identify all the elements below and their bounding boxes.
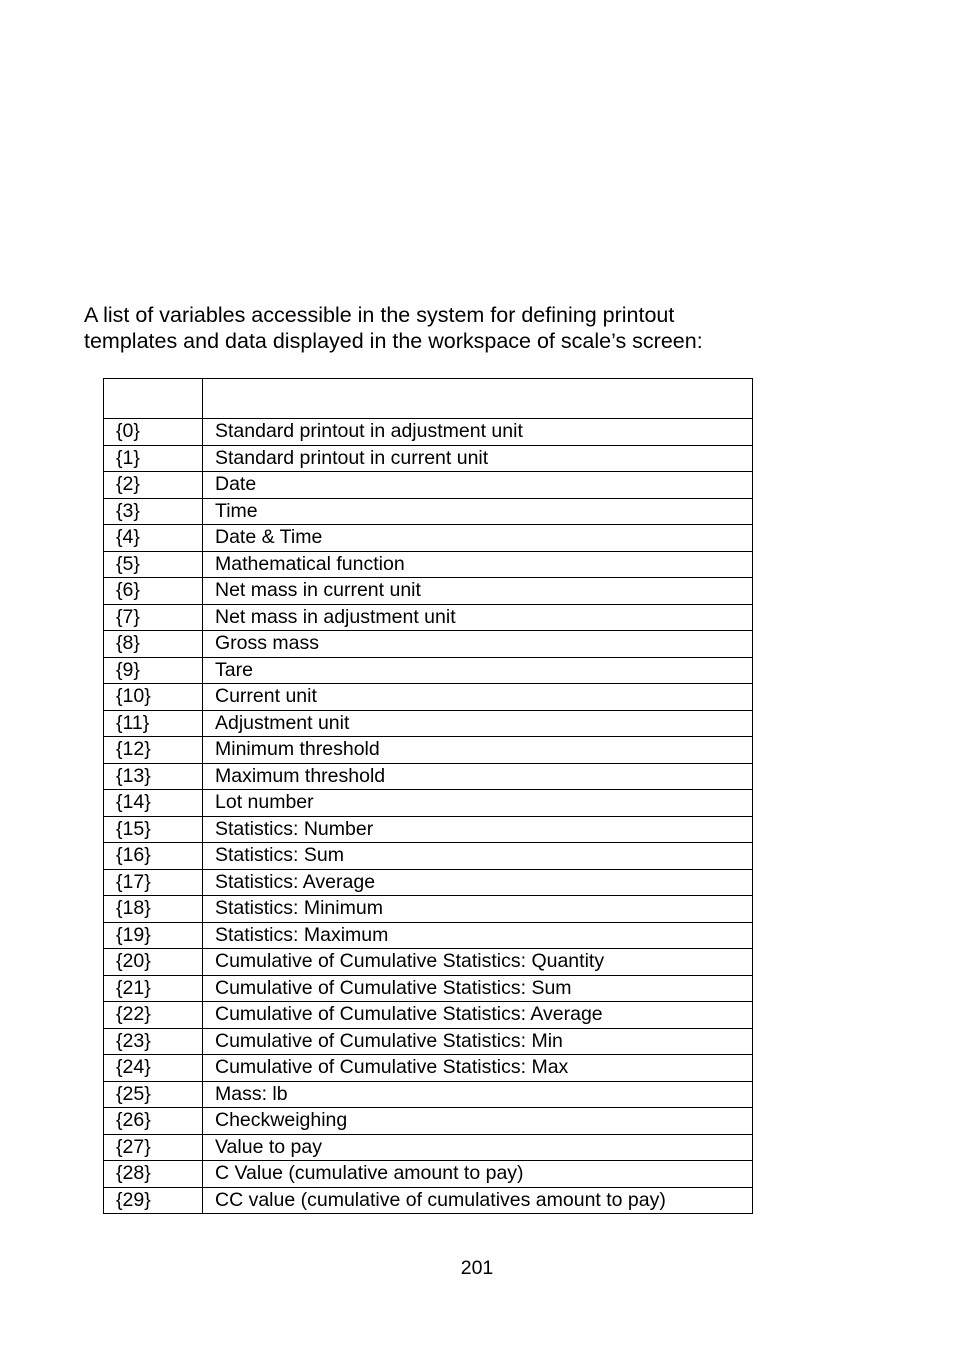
variable-code-cell: {24} bbox=[104, 1055, 203, 1082]
variable-description-cell: Standard printout in current unit bbox=[203, 445, 753, 472]
variable-code-cell: {13} bbox=[104, 763, 203, 790]
variables-table-body bbox=[104, 379, 753, 1214]
table-row bbox=[104, 710, 753, 737]
intro-paragraph bbox=[84, 302, 804, 354]
variable-code-cell: {21} bbox=[104, 975, 203, 1002]
variable-code-cell: {12} bbox=[104, 737, 203, 764]
table-row bbox=[104, 1161, 753, 1188]
table-row bbox=[104, 1028, 753, 1055]
header-cell-code bbox=[104, 379, 203, 419]
intro-line-1: A list of variables accessible in the system for defining printout bbox=[84, 303, 675, 327]
table-row bbox=[104, 419, 753, 446]
variable-code-cell: {5} bbox=[104, 551, 203, 578]
variable-description-cell: Lot number bbox=[203, 790, 753, 817]
variable-code-cell: {8} bbox=[104, 631, 203, 658]
table-row bbox=[104, 896, 753, 923]
variable-description-cell: Mathematical function bbox=[203, 551, 753, 578]
variable-description-cell: Adjustment unit bbox=[203, 710, 753, 737]
table-row bbox=[104, 1134, 753, 1161]
table-row bbox=[104, 975, 753, 1002]
variable-code-cell: {17} bbox=[104, 869, 203, 896]
variable-code-cell: {20} bbox=[104, 949, 203, 976]
table-row bbox=[104, 869, 753, 896]
variable-code-cell: {9} bbox=[104, 657, 203, 684]
variable-code-cell: {7} bbox=[104, 604, 203, 631]
variable-description-cell: Cumulative of Cumulative Statistics: Min bbox=[203, 1028, 753, 1055]
variable-description-cell: Mass: lb bbox=[203, 1081, 753, 1108]
variable-code-cell: {11} bbox=[104, 710, 203, 737]
variable-description-cell: Statistics: Minimum bbox=[203, 896, 753, 923]
table-row bbox=[104, 657, 753, 684]
variable-code-cell: {28} bbox=[104, 1161, 203, 1188]
intro-line-2: templates and data displayed in the workspace of scale’s screen: bbox=[84, 329, 703, 353]
variable-description-cell: Cumulative of Cumulative Statistics: Average bbox=[203, 1002, 753, 1029]
table-row bbox=[104, 525, 753, 552]
variable-code-cell: {0} bbox=[104, 419, 203, 446]
variable-description-cell: Tare bbox=[203, 657, 753, 684]
table-row bbox=[104, 551, 753, 578]
variable-code-cell: {25} bbox=[104, 1081, 203, 1108]
table-row bbox=[104, 498, 753, 525]
variable-description-cell: Time bbox=[203, 498, 753, 525]
variable-code-cell: {4} bbox=[104, 525, 203, 552]
table-row bbox=[104, 631, 753, 658]
variable-code-cell: {15} bbox=[104, 816, 203, 843]
variable-code-cell: {19} bbox=[104, 922, 203, 949]
table-row bbox=[104, 604, 753, 631]
variable-description-cell: Date bbox=[203, 472, 753, 499]
variable-description-cell: Statistics: Maximum bbox=[203, 922, 753, 949]
table-row bbox=[104, 737, 753, 764]
table-row bbox=[104, 843, 753, 870]
page-number: 201 bbox=[460, 1257, 494, 1279]
variable-code-cell: {3} bbox=[104, 498, 203, 525]
variable-description-cell: Statistics: Number bbox=[203, 816, 753, 843]
variable-code-cell: {29} bbox=[104, 1187, 203, 1214]
variable-code-cell: {26} bbox=[104, 1108, 203, 1135]
variable-code-cell: {10} bbox=[104, 684, 203, 711]
variable-code-cell: {23} bbox=[104, 1028, 203, 1055]
variable-description-cell: Date & Time bbox=[203, 525, 753, 552]
variable-description-cell: Value to pay bbox=[203, 1134, 753, 1161]
variable-description-cell: Net mass in adjustment unit bbox=[203, 604, 753, 631]
table-row bbox=[104, 816, 753, 843]
variable-code-cell: {6} bbox=[104, 578, 203, 605]
variable-description-cell: Maximum threshold bbox=[203, 763, 753, 790]
table-row bbox=[104, 684, 753, 711]
table-row bbox=[104, 763, 753, 790]
table-row bbox=[104, 790, 753, 817]
variable-code-cell: {18} bbox=[104, 896, 203, 923]
variable-code-cell: {2} bbox=[104, 472, 203, 499]
variable-description-cell: Standard printout in adjustment unit bbox=[203, 419, 753, 446]
table-header-row bbox=[104, 379, 753, 419]
variable-description-cell: Gross mass bbox=[203, 631, 753, 658]
table-row bbox=[104, 1081, 753, 1108]
variable-description-cell: Current unit bbox=[203, 684, 753, 711]
variable-description-cell: CC value (cumulative of cumulatives amount to pay) bbox=[203, 1187, 753, 1214]
variable-code-cell: {16} bbox=[104, 843, 203, 870]
table-row bbox=[104, 922, 753, 949]
variable-description-cell: Net mass in current unit bbox=[203, 578, 753, 605]
table-row bbox=[104, 1002, 753, 1029]
variable-code-cell: {1} bbox=[104, 445, 203, 472]
table-row bbox=[104, 1108, 753, 1135]
variable-code-cell: {22} bbox=[104, 1002, 203, 1029]
table-row bbox=[104, 472, 753, 499]
table-row bbox=[104, 445, 753, 472]
variable-description-cell: Statistics: Average bbox=[203, 869, 753, 896]
variable-description-cell: Statistics: Sum bbox=[203, 843, 753, 870]
variables-table bbox=[103, 378, 753, 1214]
variable-description-cell: Minimum threshold bbox=[203, 737, 753, 764]
variable-description-cell: Checkweighing bbox=[203, 1108, 753, 1135]
variable-code-cell: {27} bbox=[104, 1134, 203, 1161]
variable-description-cell: Cumulative of Cumulative Statistics: Max bbox=[203, 1055, 753, 1082]
table-row bbox=[104, 1187, 753, 1214]
table-row bbox=[104, 1055, 753, 1082]
table-row bbox=[104, 578, 753, 605]
variable-code-cell: {14} bbox=[104, 790, 203, 817]
variable-description-cell: C Value (cumulative amount to pay) bbox=[203, 1161, 753, 1188]
variable-description-cell: Cumulative of Cumulative Statistics: Sum bbox=[203, 975, 753, 1002]
table-row bbox=[104, 949, 753, 976]
header-cell-description bbox=[203, 379, 753, 419]
variable-description-cell: Cumulative of Cumulative Statistics: Quantity bbox=[203, 949, 753, 976]
